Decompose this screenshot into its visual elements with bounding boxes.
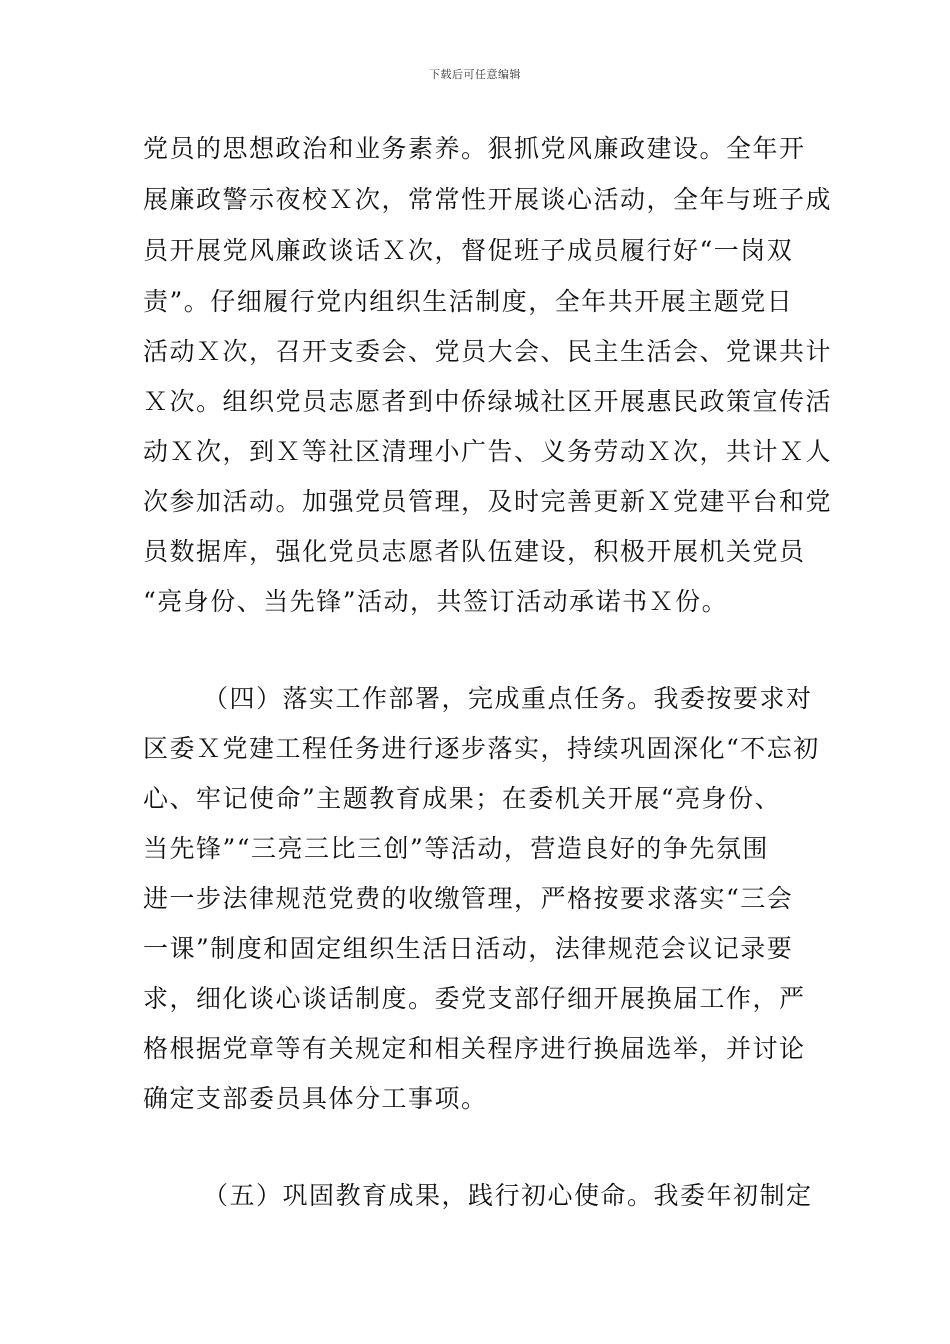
- text-line: Ｘ次。组织党员志愿者到中侨绿城社区开展惠民政策宣传活: [143, 387, 833, 416]
- text-line: 进一步法律规范党费的收缴管理，严格按要求落实“三会: [143, 884, 794, 913]
- text-line: 责”。仔细履行党内组织生活制度，全年共开展主题党日: [143, 287, 794, 316]
- section-heading-line: （五）巩固教育成果，践行初心使命。我委年初制定: [203, 1181, 813, 1210]
- text-line: 区委Ｘ党建工程任务进行逐步落实，持续巩固深化“不忘初: [143, 734, 820, 763]
- text-line: 党员的思想政治和业务素养。狠抓党风廉政建设。全年开: [143, 134, 806, 163]
- text-line: 确定支部委员具体分工事项。: [143, 1084, 488, 1113]
- text-line: 格根据党章等有关规定和相关程序进行换届选举，并讨论: [143, 1034, 806, 1063]
- text-line: “亮身份、当先锋”活动，共签订活动承诺书Ｘ份。: [143, 587, 729, 616]
- text-line: 一课”制度和固定组织生活日活动，法律规范会议记录要: [143, 934, 794, 963]
- text-line: 当先锋”“三亮三比三创”等活动，营造良好的争先氛围: [143, 834, 769, 863]
- text-line: 心、牢记使命”主题教育成果；在委机关开展“亮身份、: [143, 784, 782, 813]
- text-line: 次参加活动。加强党员管理，及时完善更新Ｘ党建平台和党: [143, 487, 833, 516]
- section-heading-line: （四）落实工作部署，完成重点任务。我委按要求对: [203, 684, 813, 713]
- text-line: 员开展党风廉政谈话Ｘ次，督促班子成员履行好“一岗双: [143, 236, 794, 265]
- text-line: 展廉政警示夜校Ｘ次，常常性开展谈心活动，全年与班子成: [143, 185, 833, 214]
- text-line: 求，细化谈心谈话制度。委党支部仔细开展换届工作，严: [143, 984, 806, 1013]
- text-line: 员数据库，强化党员志愿者队伍建设，积极开展机关党员: [143, 537, 806, 566]
- text-line: 活动Ｘ次，召开支委会、党员大会、民主生活会、党课共计: [143, 337, 833, 366]
- text-line: 动Ｘ次，到Ｘ等社区清理小广告、义务劳动Ｘ次，共计Ｘ人: [143, 437, 833, 466]
- header-note: 下载后可任意编辑: [429, 68, 521, 81]
